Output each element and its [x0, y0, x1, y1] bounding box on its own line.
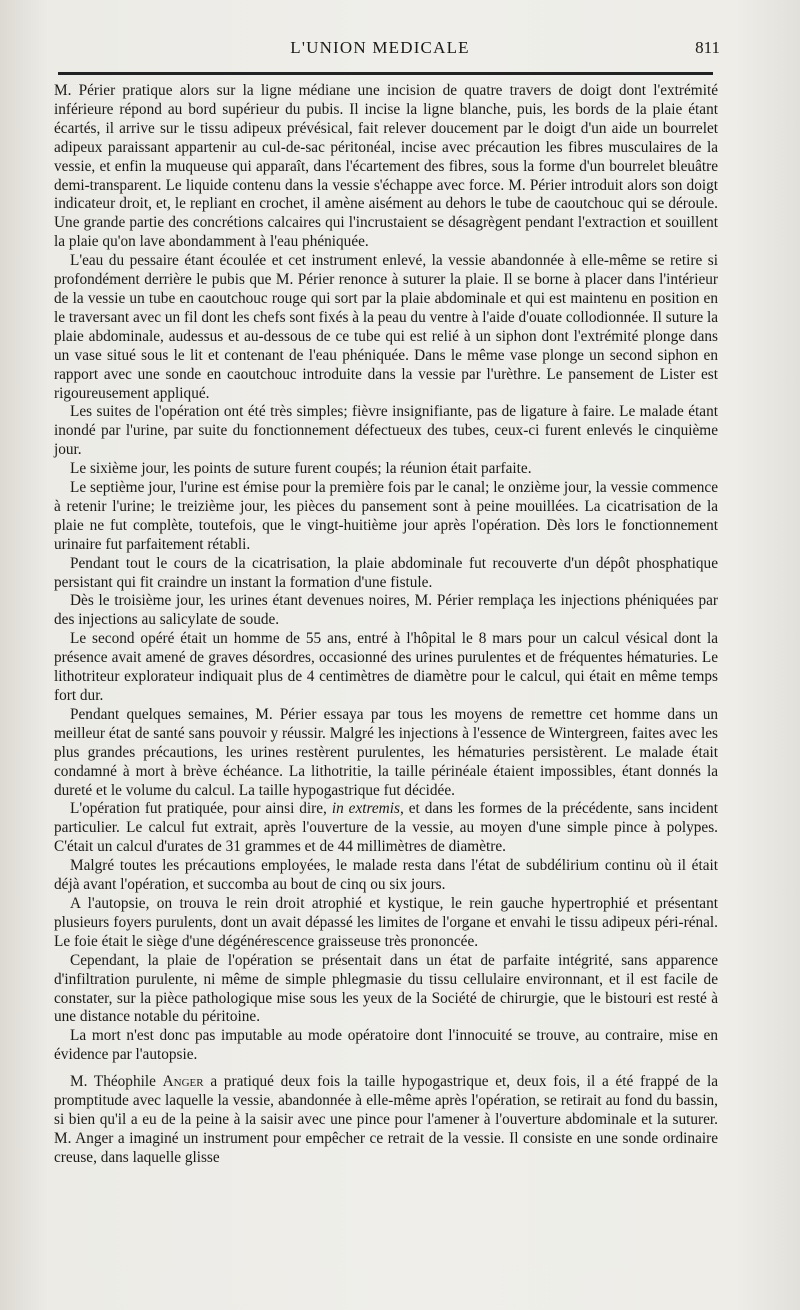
paragraph: L'eau du pessaire étant écoulée et cet instrument enlevé, la vessie abandonnée à elle-même se retire si profondément derrière le pubis que M. Périer renonce à suturer la plaie. Il se borne à placer dans l'intérieur de la vessie un tube en caoutchouc rouge qui sort par la plaie abdominale et qui est maintenu en position en le traversant avec un fil dont les chefs sont fixés à la peau du ventre à l'aide d'ouate collodionnée. Il suture la plaie abdominale, audessus et au-dessous de ce tube qui est relié à un siphon dont l'extrémité plonge dans un vase situé sous le lit et contenant de l'eau phéniquée. Dans le même vase plonge un second siphon en rapport avec une sonde en caoutchouc introduite dans la vessie par l'urèthre. Le pansement de Lister est rigoureusement appliqué.	[54, 252, 718, 402]
paragraph: M. Périer pratique alors sur la ligne médiane une incision de quatre travers de doigt dont l'extrémité inférieure répond au bord supérieur du pubis. Il incise la ligne blanche, puis, les bords de la plaie étant écartés, il arrive sur le tissu adipeux prévésical, fait relever doucement par le doigt d'un aide un bourrelet adipeux paraissant appartenir au cul-de-sac péritonéal, incise avec précaution les fibres musculaires de la vessie, et enfin la muqueuse qui apparaît, dans l'écartement des fibres, sous la forme d'un bourrelet bleuâtre demi-transparent. Le liquide contenu dans la vessie s'échappe avec force. M. Périer introduit alors son doigt indicateur droit, et, le repliant en crochet, il amène aisément au dehors le tube de caoutchouc qui se déroule. Une grande partie des concrétions calcaires qui l'incrustaient se désagrègent pendant l'extraction et souillent la plaie qu'on lave abondamment à l'eau phéniquée.	[54, 82, 718, 251]
paragraph: Malgré toutes les précautions employées, le malade resta dans l'état de subdélirium continu où il était déjà avant l'opération, et succomba au bout de cinq ou six jours.	[54, 857, 718, 894]
page-header	[40, 38, 720, 62]
paragraph: A l'autopsie, on trouva le rein droit atrophié et kystique, le rein gauche hypertrophié et présentant plusieurs foyers purulents, dont un avait dépassé les limites de l'organe et envahi le tissu adipeux péri-rénal. Le foie était le siège d'une dégénérescence graisseuse très prononcée.	[54, 894, 718, 950]
paragraph: Cependant, la plaie de l'opération se présentait dans un état de parfaite intégrité, sans apparence d'infiltration purulente, ni même de simple phlegmasie du tissu cellulaire environnant, et il est facile de constater, sur la pièce pathologique mise sous les yeux de la Société de chirurgie, que le bistouri est resté à une distance notable du péritoine.	[54, 951, 718, 1026]
header-rule	[58, 72, 713, 75]
paragraph: Pendant tout le cours de la cicatrisation, la plaie abdominale fut recouverte d'un dépôt phosphatique persistant qui fit craindre un instant la formation d'une fistule.	[54, 554, 718, 591]
paragraph: La mort n'est donc pas imputable au mode opératoire dont l'innocuité se trouve, au contraire, mise en évidence par l'autopsie.	[54, 1027, 718, 1064]
paragraph: Le second opéré était un homme de 55 ans, entré à l'hôpital le 8 mars pour un calcul vésical dont la présence avait amené de graves désordres, occasionné des urines purulentes et de fréquentes hématuries. Le lithotriteur explorateur indiquait plus de 4 centimètres de diamètre pour le calcul, qui était en même temps fort dur.	[54, 630, 718, 704]
text-run: , et dans les formes de la précédente, sans incident particulier. Le calcul fut extrait, après l'ouverture de la vessie, au moyen d'une simple pince à polypes. C'était un calcul d'urates de 31 grammes et de 44 millimètres de diamètre.	[54, 800, 719, 856]
italic-phrase: in extremis	[331, 800, 400, 818]
paragraph: Dès le troisième jour, les urines étant devenues noires, M. Périer remplaça les injections phéniquées par des injections au salicylate de soude.	[54, 592, 718, 629]
paragraph: Le septième jour, l'urine est émise pour la première fois par le canal; le onzième jour, la vessie commence à retenir l'urine; le treizième jour, les pièces du pansement sont à peine mouillées. La cicatrisation de la plaie ne fut complète, toutefois, que le vingt-huitième jour après l'opération. Dès lors le fonctionnement urinaire fut parfaitement rétabli.	[54, 479, 718, 553]
text-run: a pratiqué deux fois la taille hypogastrique et, deux fois, il a été frappé de la promptitude avec laquelle la vessie, abandonnée à elle-même après l'opération, se retirait au fond du bassin, si bien qu'il a eu de la peine à la saisir avec une pince pour l'amener à l'ouverture abdominale et la suturer. M. Anger a imaginé un instrument pour empêcher ce retrait de la vessie. Il consiste en une sonde ordinaire creuse, dans laquelle glisse	[54, 1073, 718, 1166]
text-run: L'opération fut pratiquée, pour ainsi dire,	[70, 800, 332, 818]
surgeon-name: Anger	[162, 1073, 204, 1091]
text-run: M. Théophile	[70, 1073, 163, 1091]
paragraph	[54, 800, 718, 857]
page-number: 811	[695, 38, 720, 57]
article-body	[54, 82, 718, 1168]
paragraph: Les suites de l'opération ont été très simples; fièvre insignifiante, pas de ligature à faire. Le malade étant inondé par l'urine, par suite du fonctionnement défectueux des tubes, ceux-ci furent enlevés le cinquième jour.	[54, 403, 718, 459]
paragraph: Le sixième jour, les points de suture furent coupés; la réunion était parfaite.	[70, 460, 532, 478]
paragraph	[54, 1073, 718, 1168]
running-title: L'UNION MEDICALE	[290, 38, 470, 57]
paragraph: Pendant quelques semaines, M. Périer essaya par tous les moyens de remettre cet homme dans un meilleur état de santé sans pouvoir y réussir. Malgré les injections à l'essence de Wintergreen, faites avec les plus grandes précautions, les urines restèrent purulentes, les hématuries persistèrent. Le malade était condamné à mort à brève échéance. La lithotritie, la taille périnéale étaient impossibles, étant donnés la dureté et le volume du calcul. La taille hypogastrique fut décidée.	[54, 705, 718, 799]
